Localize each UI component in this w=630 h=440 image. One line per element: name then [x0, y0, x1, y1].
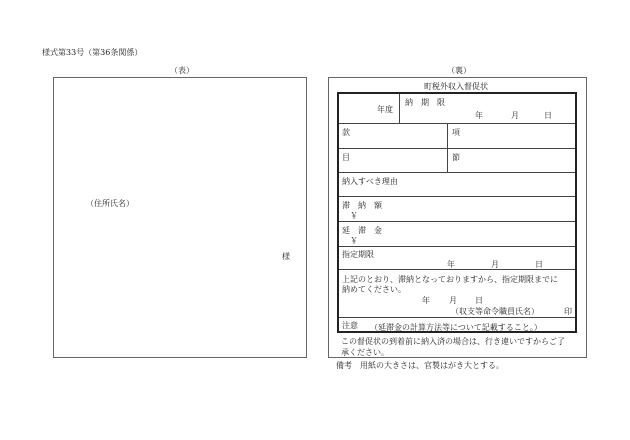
official-name-label: （収支等命令職員氏名）: [451, 307, 539, 316]
year: 年: [475, 111, 483, 120]
honorific: 様: [282, 252, 290, 261]
form-number: 様式第33号（第36条関係）: [42, 48, 143, 57]
moku-label: 目: [342, 153, 350, 162]
nendo-label: 年度: [377, 105, 393, 114]
month: 月: [511, 111, 519, 120]
setsu-label: 節: [452, 153, 460, 162]
specified-deadline-label: 指定期限: [342, 250, 374, 259]
seal-mark: 印: [564, 307, 572, 316]
address-name-label: （住所氏名）: [86, 199, 134, 208]
kan-label: 款: [342, 128, 350, 137]
late-fee-label: 延 滞 金: [342, 226, 382, 235]
caution-label: 注意: [342, 321, 358, 330]
deadline-label: 納 期 限: [405, 98, 445, 107]
row-period: [339, 94, 575, 124]
caution-text: （延滞金の計算方法等について記載すること。）: [370, 323, 542, 332]
notice-line1: 上記のとおり、滞納となっておりますから、指定期限までに: [342, 275, 558, 284]
reason-label: 納入すべき理由: [342, 177, 398, 186]
front-label: （表）: [170, 66, 194, 75]
day: 日: [535, 260, 543, 269]
back-title: 町税外収入督促状: [424, 82, 488, 91]
footer-line2: 承ください。: [341, 348, 389, 357]
delinquent-amount-label: 滞 納 額: [342, 201, 382, 210]
yen-sign: ￥: [350, 211, 358, 220]
yen-sign: ￥: [350, 236, 358, 245]
back-label: （裏）: [447, 66, 471, 75]
notice-line2: 納めてください。: [342, 285, 406, 294]
remarks: 備考 用紙の大きさは、官製はがき大とする。: [336, 361, 504, 370]
year: 年: [447, 260, 455, 269]
year: 年: [422, 296, 430, 305]
notice-table: [337, 92, 577, 333]
front-side: [53, 77, 307, 358]
kou-label: 項: [452, 128, 460, 137]
footer-line1: この督促状の到着前に納入済の場合は、行き違いですからご了: [341, 337, 565, 346]
day: 日: [544, 111, 552, 120]
month: 月: [449, 296, 457, 305]
day: 日: [475, 296, 483, 305]
month: 月: [491, 260, 499, 269]
